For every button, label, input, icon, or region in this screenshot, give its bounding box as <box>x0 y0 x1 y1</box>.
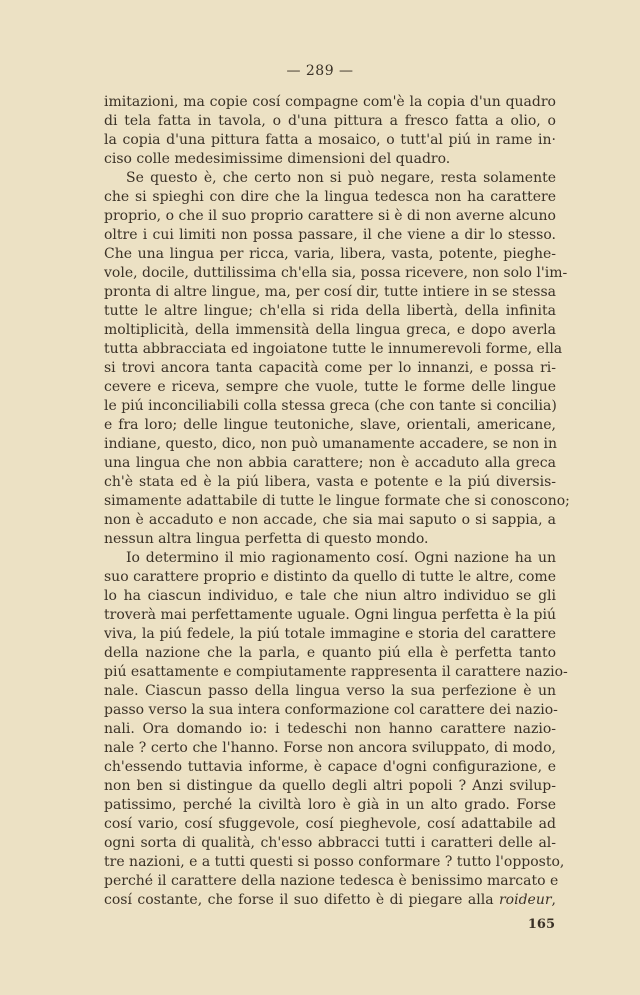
text-line: Che una lingua per ricca, varia, libera, vasta, potente, pieghe- <box>104 246 556 262</box>
text-line: ch'essendo tuttavia informe, è capace d'ogni configurazione, e <box>104 759 556 775</box>
text-line: ch'è stata ed è la piú libera, vasta e potente e la piú diversis- <box>104 474 556 490</box>
text-line: moltiplicità, della immensità della lingua greca, e dopo averla <box>104 322 556 338</box>
text-line: vole, docile, duttilissima ch'ella sia, possa ricevere, non solo l'im- <box>104 265 568 281</box>
text-line: della nazione che la parla, e quanto piú ella è perfetta tanto <box>104 645 556 661</box>
text-line: nali. Ora domando io: i tedeschi non hanno carattere nazio- <box>104 721 556 737</box>
text-line: Io determino il mio ragionamento cosí. Ogni nazione ha un <box>126 550 556 566</box>
body-text <box>104 93 570 910</box>
text-line: che si spieghi con dire che la lingua tedesca non ha carattere <box>104 189 556 205</box>
text-line: una lingua che non abbia carattere; non è accaduto alla greca <box>104 455 556 471</box>
text-line: simamente adattabile di tutte le lingue formate che si conoscono; <box>104 493 570 509</box>
text-line: tutte le altre lingue; ch'ella si rida della libertà, della infinita <box>104 303 556 319</box>
text-line: indiane, questo, dico, non può umanamente accadere, se non in <box>104 436 558 452</box>
text-line: proprio, o che il suo proprio carattere si è di non averne alcuno <box>104 208 556 224</box>
text-line: tutta abbracciata ed ingoiatone tutte le innumerevoli forme, ella <box>104 341 563 357</box>
text-line: piú esattamente e compiutamente rappresenta il carattere nazio- <box>104 664 568 680</box>
text-line: la copia d'una pittura fatta a mosaico, o tutt'al piú in rame in· <box>104 132 556 148</box>
text-line: cevere e riceva, sempre che vuole, tutte le forme delle lingue <box>104 379 556 395</box>
text-line: Se questo è, che certo non si può negare, resta solamente <box>126 170 556 186</box>
text-line: non è accaduto e non accade, che sia mai saputo o si sappia, a <box>104 512 556 528</box>
text-line: si trovi ancora tanta capacità come per lo innanzi, e possa ri- <box>104 360 556 376</box>
text-line: ogni sorta di qualità, ch'esso abbracci tutti i caratteri delle al- <box>104 835 556 851</box>
text-line: nale ? certo che l'hanno. Forse non ancora sviluppato, di modo, <box>104 740 556 756</box>
text-line: e fra loro; delle lingue teutoniche, slave, orientali, americane, <box>104 417 556 433</box>
text-line: di tela fatta in tavola, o d'una pittura a fresco fatta a olio, o <box>104 113 556 129</box>
text-line: imitazioni, ma copie cosí compagne com'è la copia d'un quadro <box>104 94 556 110</box>
italic-word: roideur <box>498 892 552 908</box>
text-line: oltre i cui limiti non possa passare, il che viene a dir lo stesso. <box>104 227 556 243</box>
text-line: nale. Ciascun passo della lingua verso la sua perfezione è un <box>104 683 556 699</box>
text-line: patissimo, perché la civiltà loro è già in un alto grado. Forse <box>104 797 556 813</box>
text-line: non ben si distingue da quello degli altri popoli ? Anzi svilup- <box>104 778 556 794</box>
text-line: tre nazioni, e a tutti questi si posso conformare ? tutto l'opposto, <box>104 854 565 870</box>
page-number-header: — 289 — <box>286 63 354 79</box>
text-line: ciso colle medesimissime dimensioni del quadro. <box>104 151 451 167</box>
text-line: perché il carattere della nazione tedesca è benissimo marcato e <box>104 873 559 889</box>
text-line: cosí costante, che forse il suo difetto è di piegare alla roideur, <box>104 892 556 908</box>
text-line: nessun altra lingua perfetta di questo mondo. <box>104 531 429 547</box>
text-line: passo verso la sua intera conformazione col carattere dei nazio- <box>104 702 558 718</box>
text-line: troverà mai perfettamente uguale. Ogni lingua perfetta è la piú <box>104 607 556 623</box>
signature-mark: 165 <box>527 917 555 932</box>
text-line: suo carattere proprio e distinto da quello di tutte le altre, come <box>104 569 556 585</box>
text-line: pronta di altre lingue, ma, per cosí dir, tutte intiere in se stessa <box>104 284 556 300</box>
text-line: le piú inconciliabili colla stessa greca (che con tante si concilia) <box>104 398 557 414</box>
text-line: viva, la piú fedele, la piú totale immagine e storia del carattere <box>104 626 556 642</box>
text-line: cosí vario, cosí sfuggevole, cosí pieghevole, cosí adattabile ad <box>104 816 556 832</box>
text-line: lo ha ciascun individuo, e tale che niun altro individuo se gli <box>104 588 556 604</box>
